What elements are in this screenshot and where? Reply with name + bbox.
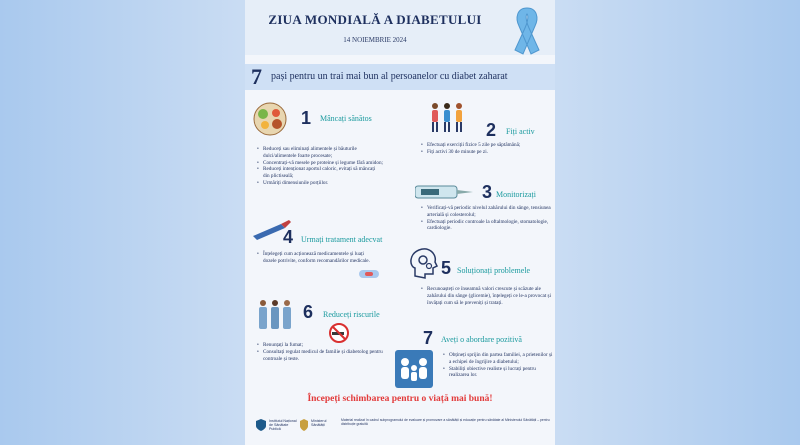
- poster-date: 14 NOIEMBRIE 2024: [343, 36, 407, 44]
- pill-hand-icon: [357, 266, 385, 282]
- glucometer-icon: [415, 182, 477, 202]
- walking-people-icon: [427, 100, 469, 136]
- poster-title: ZIUA MONDIALĂ A DIABETULUI: [268, 12, 482, 27]
- banner-text: pași pentru un trai mai bun al persoanelor cu diabet zaharat: [271, 71, 508, 82]
- call-to-action: Începeți schimbarea pentru o viață mai bună!: [307, 394, 493, 404]
- step-1-title: Mâncați sănătos: [320, 114, 372, 123]
- step-6-title: Reduceți riscurile: [323, 310, 380, 319]
- step-5-title: Soluționați problemele: [457, 266, 531, 275]
- food-bowl-icon: [251, 102, 289, 136]
- step-6-item: • Consultați regulat medicul de familie și diabetolog pentru controale și teste.: [263, 349, 383, 363]
- step-2-title: Fiți activ: [506, 127, 535, 136]
- step-2-number: 2: [486, 120, 497, 140]
- step-3-number: 3: [482, 182, 493, 202]
- step-4-list: [257, 251, 373, 265]
- step-7-item: • Obțineți sprijin din partea familiei, a prietenilor și a echipei de îngrijire a diabetului;: [449, 352, 555, 366]
- step-7-number: 7: [423, 328, 434, 348]
- step-4-item: • Înțelegeți cum acționează medicamentele și luați dozele potrivite, conform recomandărilor medicale.: [263, 251, 373, 265]
- step-5-number: 5: [441, 258, 452, 278]
- step-4-title: Urmați tratament adecvat: [301, 235, 383, 244]
- step-2-item: • Efectuați exerciții fizice 5 zile pe săptămână;: [427, 142, 555, 149]
- insp-logo-icon: [255, 418, 267, 432]
- blue-ribbon-icon: [509, 4, 545, 62]
- footer-org-insp: Institutul Național de Sănătate Publică: [269, 419, 297, 432]
- banner-number: 7: [251, 64, 262, 89]
- medical-staff-icon: [255, 298, 297, 332]
- footer-note: Material realizat în cadrul subprogramului de evaluare și promovare a sănătății și educație pentru sănătate al Ministerului Sănătății – pentru distribuție gratuită: [341, 418, 550, 427]
- step-7-list: [443, 352, 555, 379]
- ministry-crest-icon: [299, 418, 309, 432]
- step-1-item: • Reduceți sau eliminați alimentele și băuturile dulci/alimentele foarte procesate;: [263, 146, 383, 160]
- poster-header: [245, 0, 555, 55]
- step-6-list: [257, 342, 383, 362]
- step-3-list: [421, 205, 555, 232]
- poster: [245, 0, 555, 445]
- step-6-number: 6: [303, 302, 314, 322]
- step-3-item: • Verificați-vă periodic nivelul zahărului din sânge, tensiunea arterială și colesterolul;: [427, 205, 555, 219]
- step-1-number: 1: [301, 108, 312, 128]
- step-2-list: [421, 142, 555, 156]
- step-1-list: [257, 146, 383, 187]
- step-5-item: • Recunoașteți ce înseamnă valori crescute și scăzute ale zahărului din sânge (glicemie), înțelegeți ce le-a provocat și învățați cum să le preveniți și tratați.: [427, 286, 555, 306]
- step-3-title: Monitorizați: [496, 190, 536, 199]
- step-2-item: • Fiți activi 30 de minute pe zi.: [427, 149, 555, 156]
- brain-gears-icon: [405, 246, 441, 280]
- family-group-icon: [395, 350, 433, 388]
- step-7-item: • Stabiliți obiective realiste și lucrați pentru realizarea lor.: [449, 366, 555, 380]
- step-3-item: • Efectuați periodic controale la oftalmologie, stomatologie, cardiologie.: [427, 219, 555, 233]
- footer-org-ministry: Ministerul Sănătății: [311, 419, 327, 428]
- step-1-item: • Urmăriți dimensiunile porțiilor.: [263, 180, 383, 187]
- step-1-item: • Concentrați-vă mesele pe proteine și legume fără amidon;: [263, 160, 383, 167]
- step-4-number: 4: [283, 227, 294, 247]
- step-1-item: • Reduceți intenționat aportul caloric, evitați să mâncați din plictiseală;: [263, 166, 383, 180]
- no-smoking-icon: [328, 322, 350, 344]
- step-6-item: • Renunțați la fumat;: [263, 342, 383, 349]
- step-5-list: [421, 286, 555, 306]
- step-7-title: Aveți o abordare pozitivă: [441, 335, 522, 344]
